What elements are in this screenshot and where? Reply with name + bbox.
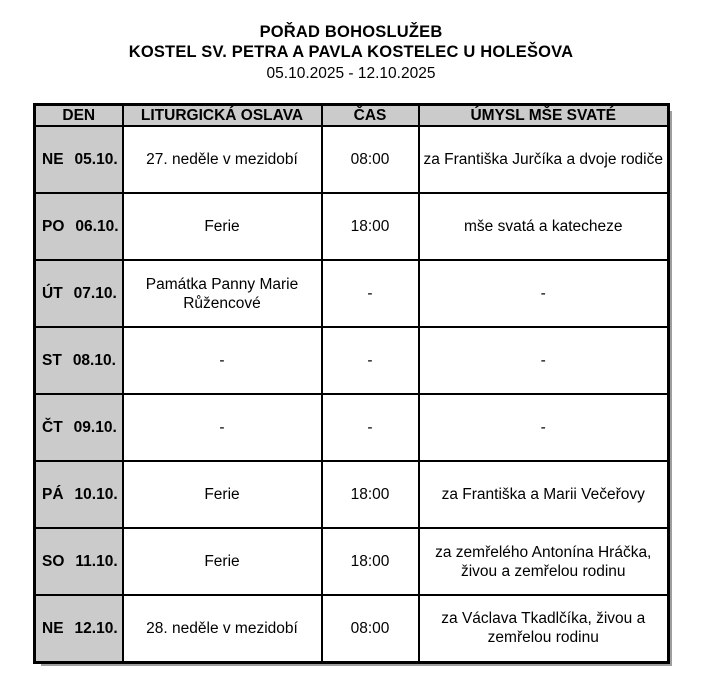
day-date: 11.10. <box>75 553 118 570</box>
time-cell: 18:00 <box>322 528 419 595</box>
celebration-cell: Ferie <box>123 461 322 528</box>
table-row <box>35 193 669 260</box>
day-cell <box>35 260 123 327</box>
table-row <box>35 394 669 461</box>
day-cell <box>35 461 123 528</box>
col-header-celebration: LITURGICKÁ OSLAVA <box>123 105 322 127</box>
time-cell: 08:00 <box>322 595 419 662</box>
intention-cell: za Františka a Marii Večeřovy <box>419 461 669 528</box>
table-row <box>35 327 669 394</box>
church-name: KOSTEL SV. PETRA A PAVLA KOSTELEC U HOLEŠOVA <box>128 43 574 61</box>
day-cell <box>35 394 123 461</box>
col-header-day: DEN <box>35 105 123 127</box>
time-cell: 18:00 <box>322 461 419 528</box>
day-abbr: NE <box>42 619 64 637</box>
date-range: 05.10.2025 - 12.10.2025 <box>266 65 436 82</box>
intention-cell: za Františka Jurčíka a dvoje rodiče <box>419 126 669 193</box>
day-abbr: ČT <box>42 419 63 436</box>
day-abbr: PO <box>42 218 65 235</box>
day-abbr: SO <box>42 553 65 570</box>
intention-cell: - <box>419 394 669 461</box>
time-cell: - <box>322 394 419 461</box>
day-date: 05.10. <box>74 151 118 168</box>
time-cell: 18:00 <box>322 193 419 260</box>
day-date: 10.10. <box>74 486 118 503</box>
celebration-cell: - <box>123 327 322 394</box>
time-cell: - <box>322 260 419 327</box>
intention-cell: - <box>419 260 669 327</box>
document-header <box>0 0 702 85</box>
celebration-cell: Památka Panny Marie Růžencové <box>123 260 322 327</box>
celebration-cell: 27. neděle v mezidobí <box>123 126 322 193</box>
day-abbr: NE <box>42 151 64 168</box>
day-cell <box>35 595 123 662</box>
day-cell <box>35 193 123 260</box>
intention-cell: - <box>419 327 669 394</box>
day-cell <box>35 327 123 394</box>
day-date: 08.10. <box>72 352 116 369</box>
day-date: 07.10. <box>73 285 117 302</box>
day-date: 09.10. <box>73 419 117 436</box>
celebration-cell: Ferie <box>123 528 322 595</box>
day-cell <box>35 528 123 595</box>
col-header-intention: ÚMYSL MŠE SVATÉ <box>419 105 669 127</box>
table-row <box>35 461 669 528</box>
celebration-cell: 28. neděle v mezidobí <box>123 595 322 662</box>
table-row <box>35 528 669 595</box>
celebration-cell: Ferie <box>123 193 322 260</box>
intention-cell: za Václava Tkadlčíka, živou a zemřelou rodinu <box>419 595 669 662</box>
day-date: 06.10. <box>75 218 119 235</box>
document-title: POŘAD BOHOSLUŽEB <box>259 23 443 41</box>
table-row <box>35 126 669 193</box>
table-row <box>35 595 669 662</box>
col-header-time: ČAS <box>322 105 419 127</box>
day-date: 12.10. <box>74 619 118 637</box>
day-abbr: ST <box>42 352 62 369</box>
celebration-cell: - <box>123 394 322 461</box>
schedule-table <box>33 103 670 664</box>
table-row <box>35 260 669 327</box>
day-abbr: PÁ <box>42 486 64 503</box>
table-header-row <box>35 105 669 127</box>
day-cell <box>35 126 123 193</box>
day-abbr: ÚT <box>42 285 63 302</box>
intention-cell: za zemřelého Antonína Hráčka, živou a zemřelou rodinu <box>419 528 669 595</box>
intention-cell: mše svatá a katecheze <box>419 193 669 260</box>
time-cell: 08:00 <box>322 126 419 193</box>
time-cell: - <box>322 327 419 394</box>
